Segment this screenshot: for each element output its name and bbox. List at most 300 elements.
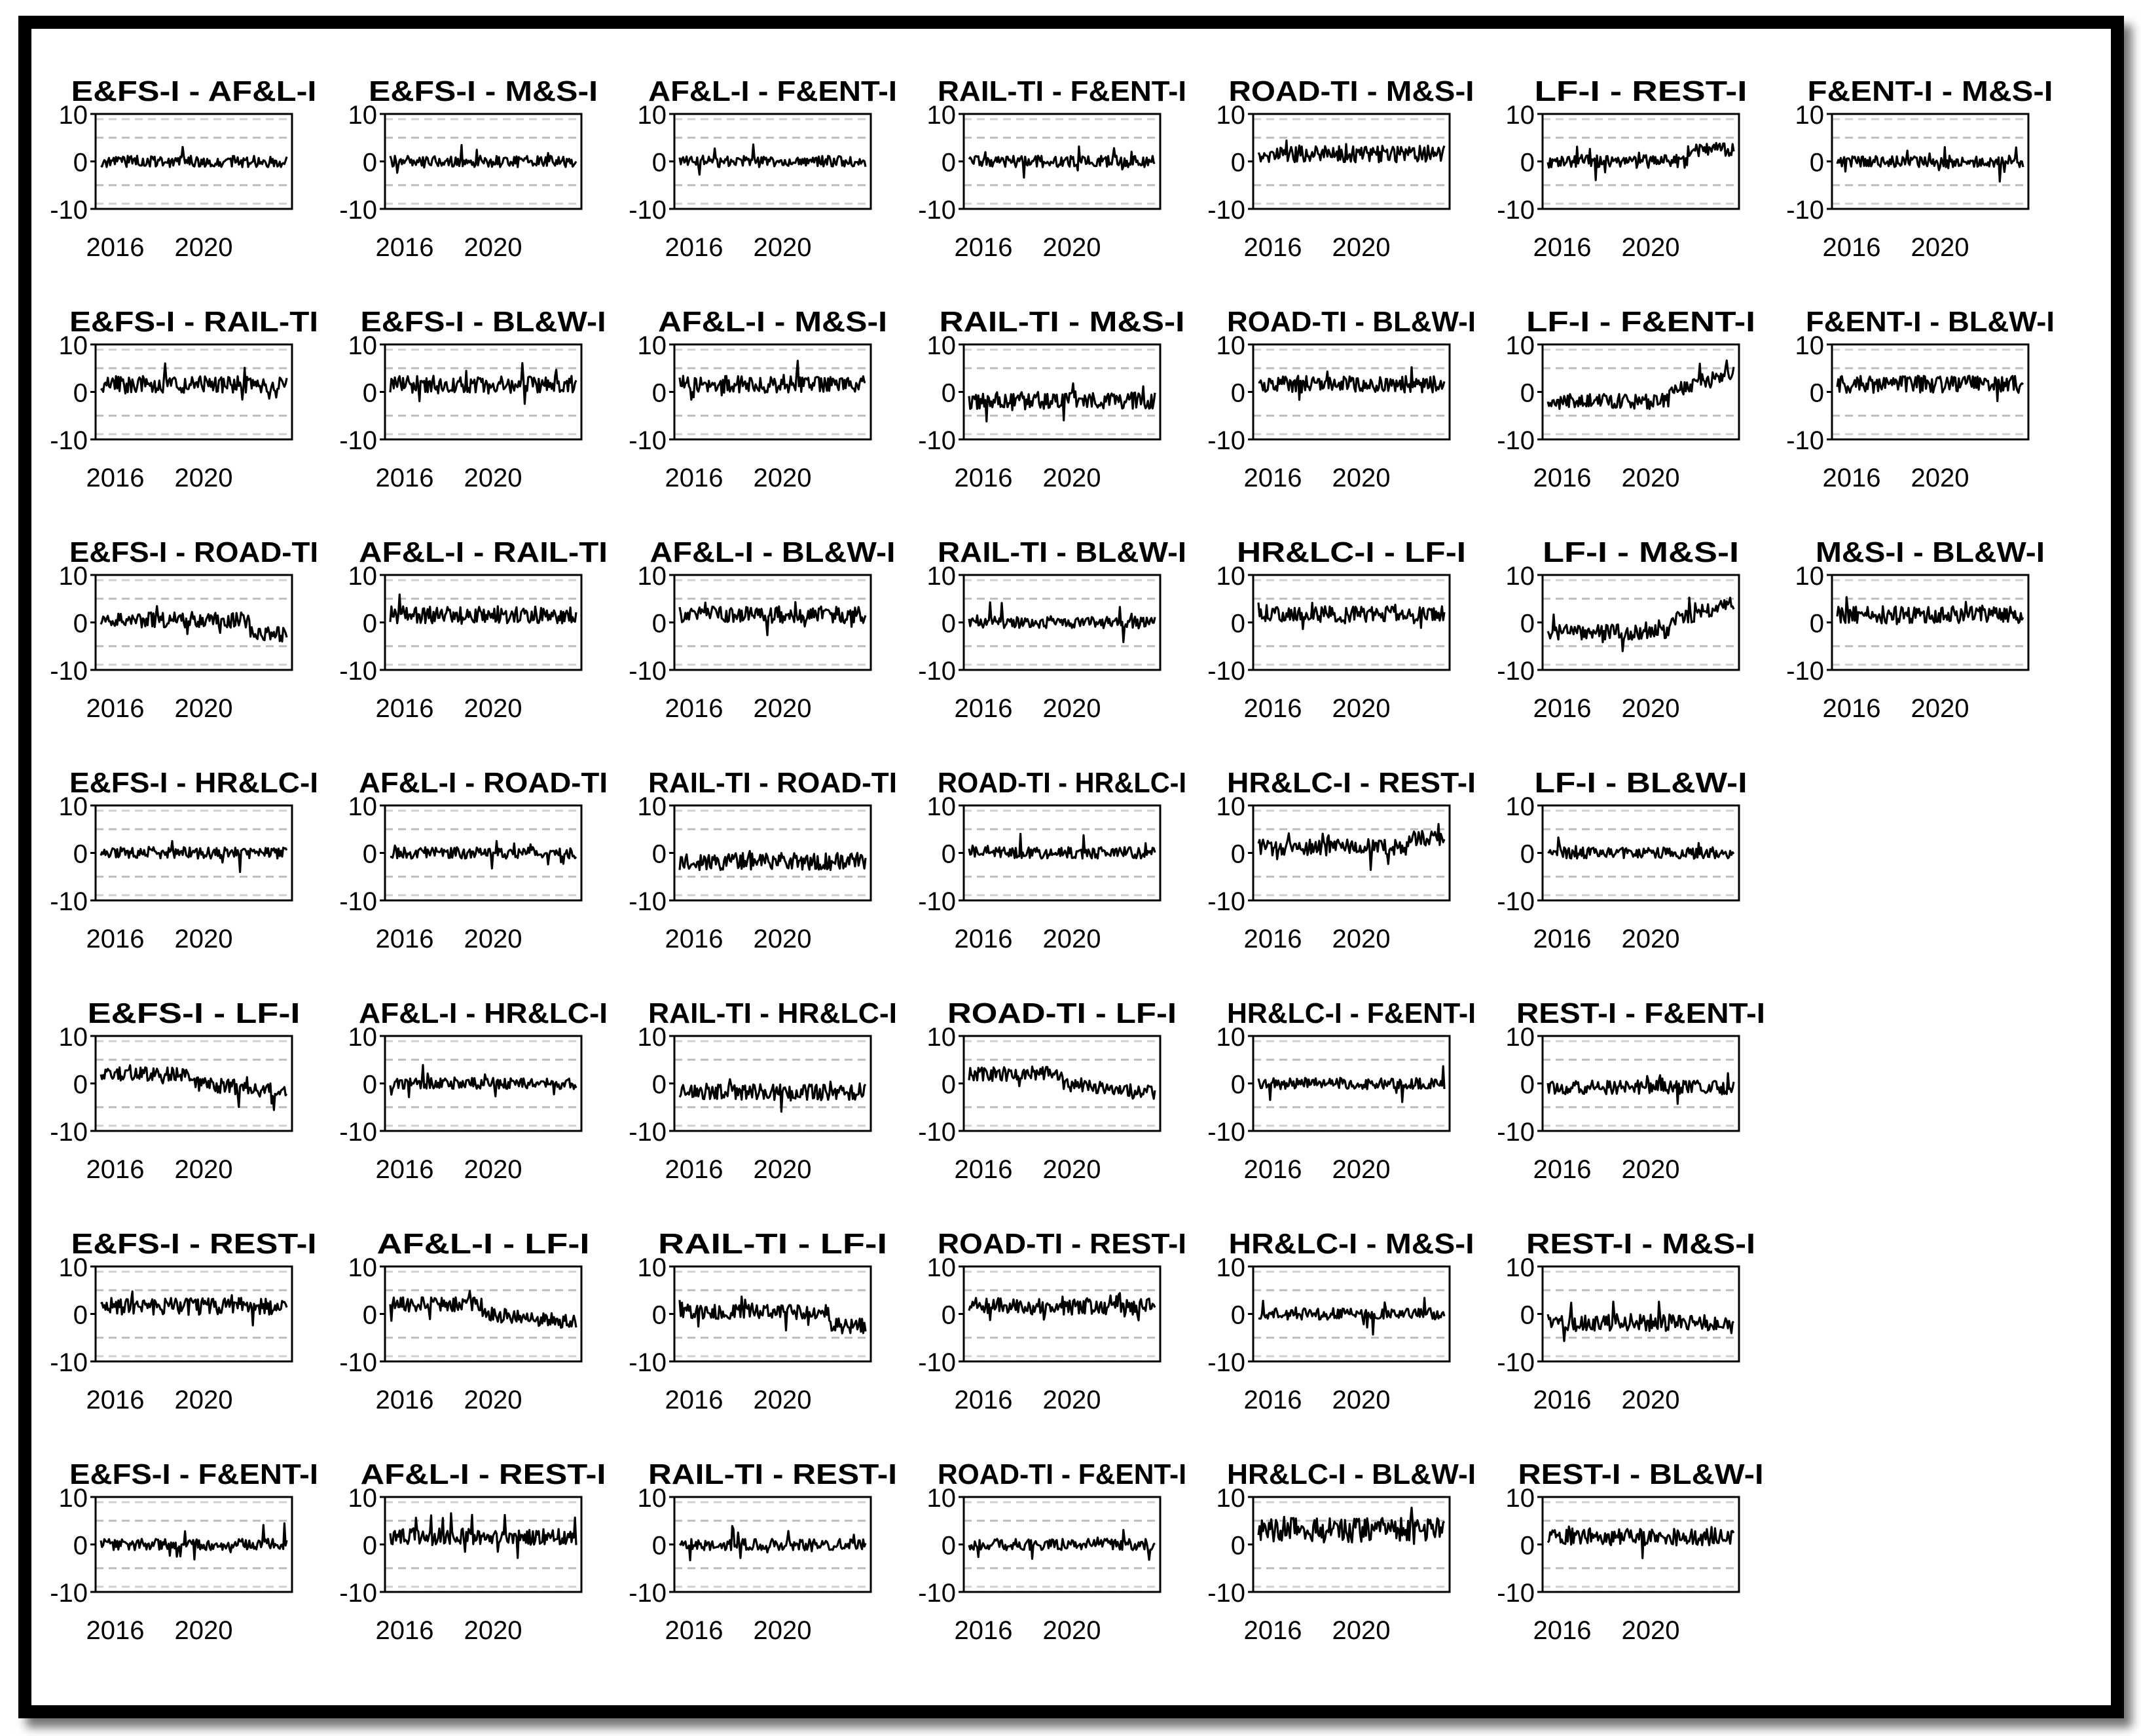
series-line [680,1526,866,1560]
series-line [390,1065,576,1097]
x-tick-label: 2020 [174,464,233,492]
panel-title: RAIL-TI - LF-I [658,1228,887,1260]
y-tick-label: 0 [1230,1301,1245,1330]
y-tick-label: -10 [629,657,667,686]
y-tick-label: 10 [1216,792,1245,821]
x-tick-label: 2016 [665,1386,723,1414]
y-tick-label: 10 [926,331,956,360]
panel-title: RAIL-TI - BL&W-I [938,536,1186,568]
x-tick-label: 2016 [86,233,145,262]
y-tick-label: 10 [58,101,88,130]
y-tick-label: -10 [339,1118,377,1147]
x-tick-label: 2020 [753,233,812,262]
y-tick-label: 10 [348,1484,377,1513]
x-tick-label: 2020 [464,694,522,723]
x-tick-label: 2016 [954,233,1013,262]
x-tick-label: 2020 [753,464,812,492]
y-tick-label: 0 [1230,609,1245,638]
y-tick-label: 0 [1809,609,1824,638]
y-tick-label: -10 [629,1579,667,1608]
y-tick-label: 0 [73,840,88,869]
x-tick-label: 2020 [1042,694,1101,723]
y-tick-label: 0 [73,148,88,177]
y-tick-label: 0 [1520,379,1535,408]
panel [629,75,897,262]
panel-title: F&ENT-I - M&S-I [1807,75,2053,107]
y-tick-label: 10 [1505,1484,1535,1513]
y-tick-label: 10 [1216,1023,1245,1052]
x-tick-label: 2016 [954,464,1013,492]
x-tick-label: 2016 [86,925,145,953]
panel [1207,75,1474,262]
panel-title: ROAD-TI - LF-I [947,997,1177,1029]
plot-box [385,1497,581,1592]
series-line [969,1530,1155,1560]
y-tick-label: 10 [1505,331,1535,360]
plot-box [1253,1497,1450,1592]
y-tick-label: 0 [1230,148,1245,177]
y-tick-label: 10 [58,562,88,591]
x-tick-label: 2016 [375,464,434,492]
x-tick-label: 2016 [86,464,145,492]
y-tick-label: -10 [918,1348,956,1377]
panel-title: AF&L-I - F&ENT-I [648,75,897,107]
panel [629,997,897,1184]
x-tick-label: 2020 [174,233,233,262]
y-tick-label: 0 [941,148,956,177]
y-tick-label: -10 [1207,426,1245,455]
series-line [1258,367,1444,400]
plot-box [1253,344,1450,439]
x-tick-label: 2020 [1332,694,1391,723]
panel-title: LF-I - REST-I [1534,75,1748,107]
panel-title: LF-I - F&ENT-I [1526,306,1755,338]
y-tick-label: -10 [1497,1118,1535,1147]
series-line [1548,838,1734,859]
plot-box [674,1036,871,1131]
series-line [680,361,866,399]
x-tick-label: 2016 [1533,925,1592,953]
y-tick-label: 0 [1520,1301,1535,1330]
series-line [1258,1507,1444,1543]
y-tick-label: -10 [629,1348,667,1377]
x-tick-label: 2016 [1243,925,1302,953]
y-tick-label: 0 [1520,148,1535,177]
panel [629,536,895,723]
series-line [1258,1066,1444,1102]
panel-title: AF&L-I - BL&W-I [650,536,896,568]
panel-title: AF&L-I - ROAD-TI [359,767,608,799]
y-tick-label: -10 [1497,887,1535,916]
y-tick-label: 10 [1216,562,1245,591]
x-tick-label: 2020 [1621,1386,1680,1414]
series-line [101,1291,287,1325]
y-tick-label: 0 [362,1070,377,1099]
y-tick-label: 10 [348,1023,377,1052]
x-tick-label: 2016 [665,233,723,262]
y-tick-label: 10 [58,1023,88,1052]
x-tick-label: 2016 [954,1616,1013,1645]
x-tick-label: 2020 [464,233,522,262]
y-tick-label: 10 [1795,101,1824,130]
y-tick-label: 0 [362,1531,377,1561]
panel-title: ROAD-TI - REST-I [938,1228,1186,1260]
panel-title: E&FS-I - HR&LC-I [69,767,318,799]
y-tick-label: -10 [1497,1579,1535,1608]
y-tick-label: -10 [1207,1579,1245,1608]
x-tick-label: 2016 [375,233,434,262]
x-tick-label: 2016 [1533,1155,1592,1184]
panel [918,1228,1186,1414]
y-tick-label: 10 [637,1023,667,1052]
panel-title: RAIL-TI - REST-I [648,1458,897,1490]
panel-title: ROAD-TI - BL&W-I [1227,306,1476,338]
y-tick-label: 10 [637,792,667,821]
series-line [1258,602,1444,629]
y-tick-label: 10 [1505,792,1535,821]
y-tick-label: -10 [50,1118,88,1147]
y-tick-label: 10 [1505,1023,1535,1052]
series-line [1258,824,1444,870]
x-tick-label: 2020 [1621,464,1680,492]
plot-box [96,1266,292,1361]
panel [1497,997,1765,1184]
y-tick-label: 0 [1520,1070,1535,1099]
panel-title: HR&LC-I - BL&W-I [1227,1458,1476,1490]
x-tick-label: 2020 [1621,925,1680,953]
y-tick-label: 10 [58,1484,88,1513]
panel-title: E&FS-I - M&S-I [369,75,598,107]
panel [1207,536,1466,723]
x-tick-label: 2020 [1332,1155,1391,1184]
y-tick-label: -10 [918,1579,956,1608]
y-tick-label: 0 [1230,1070,1245,1099]
y-tick-label: 0 [651,148,667,177]
series-line [680,145,866,175]
y-tick-label: -10 [918,657,956,686]
panel [629,1458,897,1645]
y-tick-label: 0 [73,1531,88,1561]
x-tick-label: 2020 [1042,464,1101,492]
y-tick-label: 10 [348,331,377,360]
x-tick-label: 2016 [1243,1616,1302,1645]
panel [1207,767,1476,953]
y-tick-label: -10 [1786,426,1824,455]
y-tick-label: 10 [926,1023,956,1052]
x-tick-label: 2016 [665,1616,723,1645]
y-tick-label: 0 [651,840,667,869]
y-tick-label: 10 [348,792,377,821]
y-tick-label: 0 [1230,1531,1245,1561]
y-tick-label: 0 [941,609,956,638]
y-tick-label: 0 [1809,148,1824,177]
panel-title: E&FS-I - F&ENT-I [69,1458,318,1490]
x-tick-label: 2020 [1042,1386,1101,1414]
series-line [1837,147,2023,182]
y-tick-label: 10 [58,1253,88,1282]
plot-box [1543,575,1739,670]
x-tick-label: 2016 [1243,1386,1302,1414]
x-tick-label: 2016 [954,1155,1013,1184]
x-tick-label: 2016 [1822,233,1881,262]
panel [918,1458,1186,1645]
panel-title: REST-I - M&S-I [1526,1228,1755,1260]
panel [1497,75,1747,262]
y-tick-label: 10 [58,792,88,821]
x-tick-label: 2016 [954,694,1013,723]
y-tick-label: -10 [339,426,377,455]
x-tick-label: 2020 [464,925,522,953]
panel-title: ROAD-TI - M&S-I [1228,75,1474,107]
series-line [1258,1298,1444,1335]
y-tick-label: 0 [362,609,377,638]
panel-title: AF&L-I - RAIL-TI [359,536,608,568]
plot-box [674,344,871,439]
y-tick-label: -10 [339,657,377,686]
y-tick-label: 0 [651,1070,667,1099]
y-tick-label: 0 [651,1301,667,1330]
x-tick-label: 2016 [86,1155,145,1184]
series-line [390,363,576,404]
panel [1786,75,2053,262]
panel [1497,1458,1763,1645]
x-tick-label: 2020 [174,694,233,723]
x-tick-label: 2016 [375,1386,434,1414]
x-tick-label: 2020 [174,1386,233,1414]
panel-title: ROAD-TI - HR&LC-I [938,767,1186,799]
y-tick-label: 0 [941,1301,956,1330]
panel [918,536,1186,723]
panel-title: REST-I - F&ENT-I [1516,997,1765,1029]
panel [1786,306,2055,492]
plot-box [385,575,581,670]
panel [50,1228,316,1414]
y-tick-label: -10 [339,1579,377,1608]
y-tick-label: -10 [629,887,667,916]
plot-box [674,805,871,900]
x-tick-label: 2016 [1533,464,1592,492]
y-tick-label: -10 [50,1348,88,1377]
y-tick-label: 0 [651,379,667,408]
panel-title: HR&LC-I - LF-I [1237,536,1466,568]
x-tick-label: 2016 [1533,1386,1592,1414]
x-tick-label: 2020 [1042,925,1101,953]
x-tick-label: 2016 [1243,694,1302,723]
y-tick-label: -10 [918,196,956,225]
y-tick-label: 0 [651,609,667,638]
panel [629,1228,887,1414]
x-tick-label: 2016 [1243,233,1302,262]
x-tick-label: 2016 [954,925,1013,953]
y-tick-label: -10 [1207,657,1245,686]
panel [50,1458,318,1645]
x-tick-label: 2020 [753,1386,812,1414]
y-tick-label: -10 [1786,657,1824,686]
series-line [390,145,576,173]
x-tick-label: 2016 [86,1386,145,1414]
panel [50,767,318,953]
y-tick-label: 0 [1230,840,1245,869]
panel [339,1228,589,1414]
x-tick-label: 2016 [1822,694,1881,723]
series-line [101,1523,287,1559]
panel-title: RAIL-TI - HR&LC-I [648,997,897,1029]
y-tick-label: -10 [339,887,377,916]
y-tick-label: 10 [637,331,667,360]
y-tick-label: 10 [1795,562,1824,591]
y-tick-label: -10 [629,426,667,455]
y-tick-label: -10 [1786,196,1824,225]
y-tick-label: 10 [926,1253,956,1282]
y-tick-label: 0 [941,1070,956,1099]
y-tick-label: 0 [73,1070,88,1099]
panel [339,306,606,492]
series-line [1837,376,2023,401]
panel-title: RAIL-TI - ROAD-TI [648,767,897,799]
series-line [390,1291,576,1327]
series-line [969,1293,1155,1321]
y-tick-label: -10 [629,1118,667,1147]
panel-title: RAIL-TI - M&S-I [939,306,1185,338]
x-tick-label: 2020 [753,925,812,953]
panel-title: E&FS-I - ROAD-TI [69,536,318,568]
y-tick-label: 0 [941,379,956,408]
x-tick-label: 2020 [174,1155,233,1184]
y-tick-label: 10 [1216,1253,1245,1282]
x-tick-label: 2020 [464,1616,522,1645]
series-line [969,602,1155,642]
y-tick-label: -10 [918,426,956,455]
panel [1207,1458,1476,1645]
panel-title: HR&LC-I - M&S-I [1228,1228,1474,1260]
x-tick-label: 2020 [1042,233,1101,262]
y-tick-label: -10 [339,196,377,225]
x-tick-label: 2016 [1533,233,1592,262]
x-tick-label: 2020 [1332,464,1391,492]
y-tick-label: 0 [73,379,88,408]
series-line [1258,141,1444,162]
figure-frame [18,16,2124,1718]
series-line [969,1067,1155,1099]
y-tick-label: 10 [926,562,956,591]
panel [339,75,598,262]
plot-box [964,1266,1160,1361]
series-line [1548,1302,1734,1341]
panel-title: REST-I - BL&W-I [1518,1458,1764,1490]
y-tick-label: -10 [50,1579,88,1608]
y-tick-label: -10 [1497,426,1535,455]
y-tick-label: 10 [1795,331,1824,360]
x-tick-label: 2016 [665,464,723,492]
x-tick-label: 2016 [954,1386,1013,1414]
x-tick-label: 2020 [1042,1616,1101,1645]
y-tick-label: 10 [926,101,956,130]
series-line [680,602,866,635]
series-line [680,1297,866,1333]
series-line [101,147,287,167]
panel-title: F&ENT-I - BL&W-I [1806,306,2055,338]
x-tick-label: 2020 [1621,1155,1680,1184]
x-tick-label: 2020 [1621,233,1680,262]
series-line [1548,598,1734,652]
panel-title: E&FS-I - REST-I [71,1228,317,1260]
series-line [390,841,576,868]
panel [1207,997,1476,1184]
panel [50,75,316,262]
x-tick-label: 2020 [464,1155,522,1184]
panel [1497,536,1739,723]
y-tick-label: 10 [58,331,88,360]
panel [1497,1228,1755,1414]
panel [339,1458,606,1645]
x-tick-label: 2016 [86,1616,145,1645]
panel-title: LF-I - BL&W-I [1534,767,1748,799]
x-tick-label: 2016 [375,925,434,953]
y-tick-label: 10 [637,562,667,591]
series-line [101,1065,287,1110]
y-tick-label: -10 [1497,1348,1535,1377]
y-tick-label: 10 [348,101,377,130]
panel-title: LF-I - M&S-I [1543,536,1739,568]
y-tick-label: -10 [1497,196,1535,225]
x-tick-label: 2016 [1822,464,1881,492]
panel [339,997,608,1184]
panel [339,536,608,723]
x-tick-label: 2016 [375,1616,434,1645]
x-tick-label: 2016 [665,694,723,723]
y-tick-label: 10 [1505,101,1535,130]
y-tick-label: -10 [918,887,956,916]
plot-box [1543,344,1739,439]
y-tick-label: 10 [1216,1484,1245,1513]
x-tick-label: 2016 [86,694,145,723]
y-tick-label: 10 [348,1253,377,1282]
x-tick-label: 2020 [753,1616,812,1645]
panel [1207,306,1476,492]
panel [1207,1228,1474,1414]
y-tick-label: 0 [362,840,377,869]
x-tick-label: 2020 [1042,1155,1101,1184]
x-tick-label: 2020 [464,464,522,492]
series-line [1548,1526,1734,1558]
y-tick-label: -10 [50,657,88,686]
panel [50,536,318,723]
x-tick-label: 2020 [1621,1616,1680,1645]
y-tick-label: 0 [362,1301,377,1330]
panel [918,75,1186,262]
x-tick-label: 2016 [375,1155,434,1184]
y-tick-label: 10 [926,1484,956,1513]
panel [339,767,608,953]
x-tick-label: 2016 [1243,1155,1302,1184]
y-tick-label: -10 [1497,657,1535,686]
x-tick-label: 2020 [1911,464,1969,492]
x-tick-label: 2020 [1332,233,1391,262]
y-tick-label: 10 [1505,1253,1535,1282]
x-tick-label: 2020 [174,1616,233,1645]
y-tick-label: -10 [1207,1118,1245,1147]
panel-title: E&FS-I - BL&W-I [360,306,606,338]
y-tick-label: 10 [1505,562,1535,591]
y-tick-label: 0 [1809,379,1824,408]
series-line [1548,143,1734,180]
x-tick-label: 2020 [1332,1616,1391,1645]
series-line [969,147,1155,178]
y-tick-label: 0 [1520,609,1535,638]
panel [50,306,318,492]
y-tick-label: 0 [1520,840,1535,869]
panel-title: ROAD-TI - F&ENT-I [938,1458,1186,1490]
